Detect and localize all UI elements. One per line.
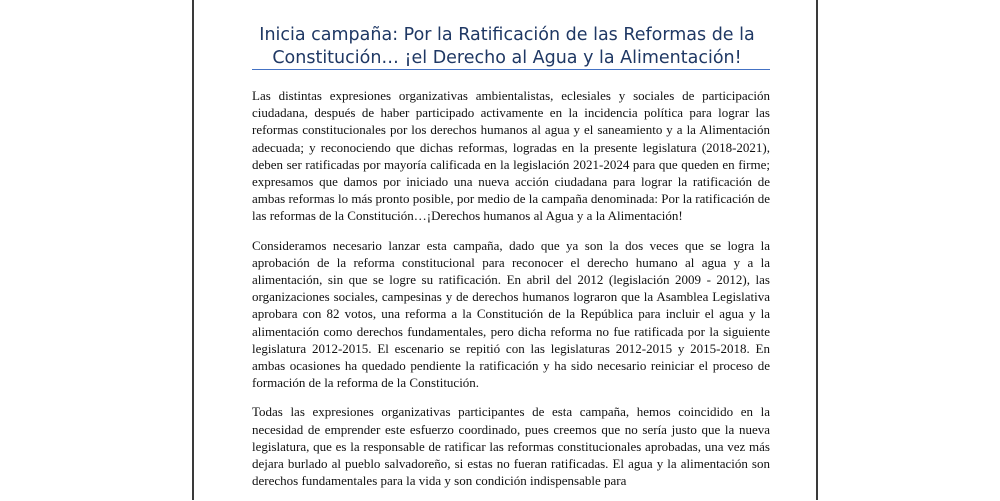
document-title: Inicia campaña: Por la Ratificación de las Reformas de la Constitución… ¡el Derecho al Agua y la Alimentación! <box>259 25 755 68</box>
document-page <box>192 0 818 500</box>
paragraph-3: Todas las expresiones organizativas participantes de esta campaña, hemos coincidido en la necesidad de emprender este esfuerzo coordinado, pues creemos que no sería justo que la nueva legislatura, que es la responsable de ratificar las reformas constitucionales aprobadas, una vez más dejara burlado al pueblo salvadoreño, si estas no fueran ratificadas. El agua y la alimentación son derechos fundamentales para la vida y son condición indispensable para <box>252 404 770 489</box>
document-body <box>252 87 770 501</box>
paragraph-1: Las distintas expresiones organizativas ambientalistas, eclesiales y sociales de participación ciudadana, después de haber participado activamente en la incidencia política para lograr las reformas constitucionales por los derechos humanos al agua y el saneamiento y a la Alimentación adecuada; y reconociendo que dichas reformas, logradas en la presente legislatura (2018-2021), deben ser ratificadas por mayoría calificada en la legislación 2021-2024 para que queden en firme; expresamos que damos por iniciado una nueva acción ciudadana para lograr la ratificación de ambas reformas lo más pronto posible, por medio de la campaña denominada: Por la ratificación de las reformas de la Constitución…¡Derechos humanos al Agua y a la Alimentación! <box>252 88 770 224</box>
paragraph-2: Consideramos necesario lanzar esta campaña, dado que ya son la dos veces que se logra la aprobación de la reforma constitucional para reconocer el derecho humano al agua y a la alimentación, sin que se logre su ratificación. En abril del 2012 (legislación 2009 - 2012), las organizaciones sociales, campesinas y de derechos humanos lograron que la Asamblea Legislativa aprobara con 82 votos, una reforma a la Constitución de la República para incluir el agua y la alimentación como derechos fundamentales, pero dicha reforma no fue ratificada por la siguiente legislatura 2012-2015. El escenario se repitió con las legislaturas 2012-2015 y 2015-2018. En ambas ocasiones ha quedado pendiente la ratificación y ha sido necesario reiniciar el proceso de formación de la reforma de la Constitución. <box>252 237 770 391</box>
title-underline <box>252 69 770 70</box>
